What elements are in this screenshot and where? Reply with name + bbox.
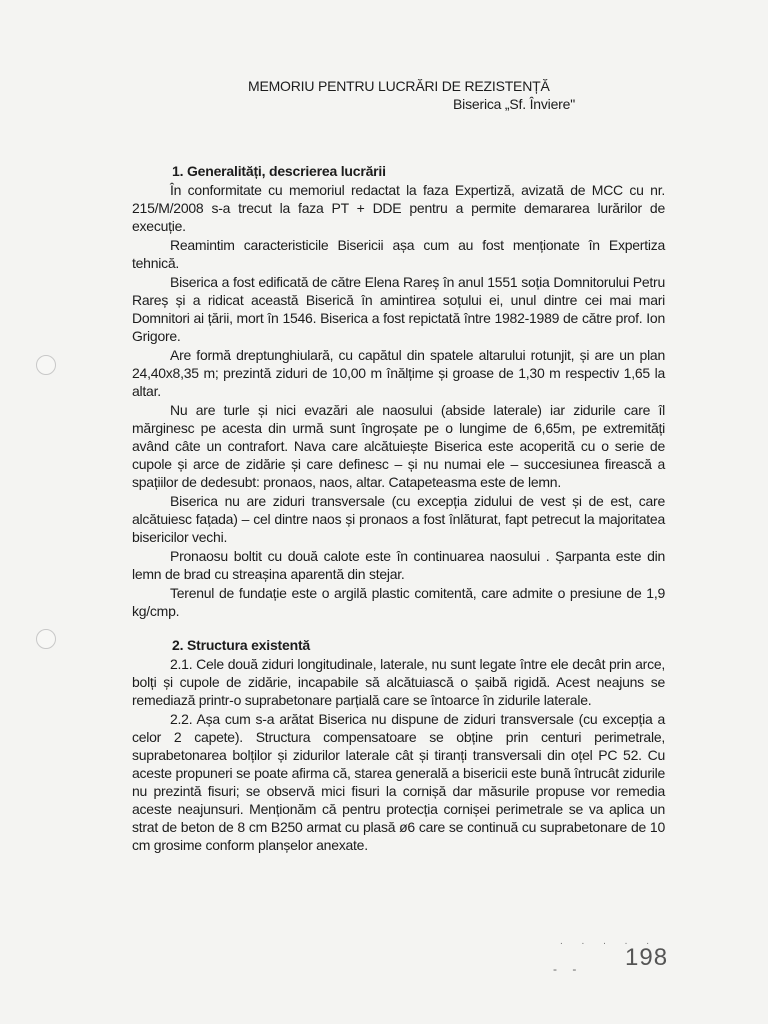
section-1-paragraph: Pronaosu boltit cu două calote este în continuarea naosului . Șarpanta este din lemn de brad cu streașina aparentă din stejar. bbox=[132, 548, 665, 582]
section-1-paragraph: Biserica nu are ziduri transversale (cu excepția zidului de vest și de est, care alcătuiesc fațada) – cel dintre naos și pronaos a fost înlăturat, fapt petrecut la majoritatea bisericilor vechi. bbox=[132, 493, 665, 545]
punch-hole-top bbox=[36, 355, 56, 375]
document-title: MEMORIU PENTRU LUCRĂRI DE REZISTENȚĂ bbox=[248, 78, 550, 94]
scan-dash: - - bbox=[553, 962, 583, 976]
section-2-paragraph: 2.1. Cele două ziduri longitudinale, laterale, nu sunt legate între ele decât prin arce, bolți și cupole de zidărie, incapabile să alcătuiască o șaibă rigidă. Acest neajuns se remediază printr-o suprabetonare parțială care se întoarce în zidurile laterale. bbox=[132, 656, 665, 708]
section-1-paragraph: În conformitate cu memoriul redactat la faza Expertiză, avizată de MCC cu nr. 215/M/2008 s-a trecut la faza PT + DDE pentru a permite demararea lurărilor de execuție. bbox=[132, 182, 665, 234]
page-number: 198 bbox=[625, 944, 669, 971]
section-1-paragraph: Nu are turle și nici evazări ale naosului (abside laterale) iar zidurile care îl mărginesc pe acesta din urmă sunt îngroșate pe o lungime de 6,65m, pe extremități având câte un contrafort. Nava care alcătuiește Biserica este acoperită cu o serie de cupole și arce de zidărie și care definesc – și nu numai ele – succesiunea firească a spațiilor de dedesubt: pronaos, naos, altar. Catapeteasma este de lemn. bbox=[132, 402, 665, 490]
section-1-paragraph: Are formă dreptunghiulară, cu capătul din spatele altarului rotunjit, și are un plan 24,40x8,35 m; prezintă ziduri de 10,00 m înălțime și groase de 1,30 m respectiv 1,65 la altar. bbox=[132, 347, 665, 399]
section-2-paragraph: 2.2. Așa cum s-a arătat Biserica nu dispune de ziduri transversale (cu excepția a celor 2 capete). Structura compensatoare se obține prin centuri perimetrale, suprabetonarea bolților și zidurilor laterale cât și tiranți transversali din oțel PC 52. Cu aceste propuneri se poate afirma că, starea generală a bisericii este bună întrucât zidurile nu prezintă fisuri; se observă mici fisuri la cornișă dar măsurile propuse vor remedia aceste neajunsuri. Menționăm că pentru protecția cornișei perimetrale se va aplica un strat de beton de 8 cm B250 armat cu plasă ø6 care se continuă cu suprabetonare de 10 cm grosime conform planșelor anexate. bbox=[132, 711, 665, 853]
scan-marks: . . . . . bbox=[560, 936, 658, 947]
section-1-paragraph: Biserica a fost edificată de către Elena Rareș în anul 1551 soția Domnitorului Petru Rareș și a ridicat această Biserică în amintirea soțului ei, unul dintre cei mai mari Domnitori ai țării, mort în 1546. Biserica a fost repictată între 1982-1989 de către prof. Ion Grigore. bbox=[132, 274, 665, 344]
section-1-heading: 1. Generalități, descrierea lucrării bbox=[172, 163, 386, 179]
section-1-paragraph: Terenul de fundație este o argilă plastic comitentă, care admite o presiune de 1,9 kg/cmp. bbox=[132, 585, 665, 619]
document-subtitle: Biserica „Sf. Înviere" bbox=[453, 96, 575, 112]
section-2-heading: 2. Structura existentă bbox=[172, 637, 310, 653]
punch-hole-bottom bbox=[36, 629, 56, 649]
section-1-paragraph: Reamintim caracteristicile Bisericii așa cum au fost menționate în Expertiza tehnică. bbox=[132, 237, 665, 271]
